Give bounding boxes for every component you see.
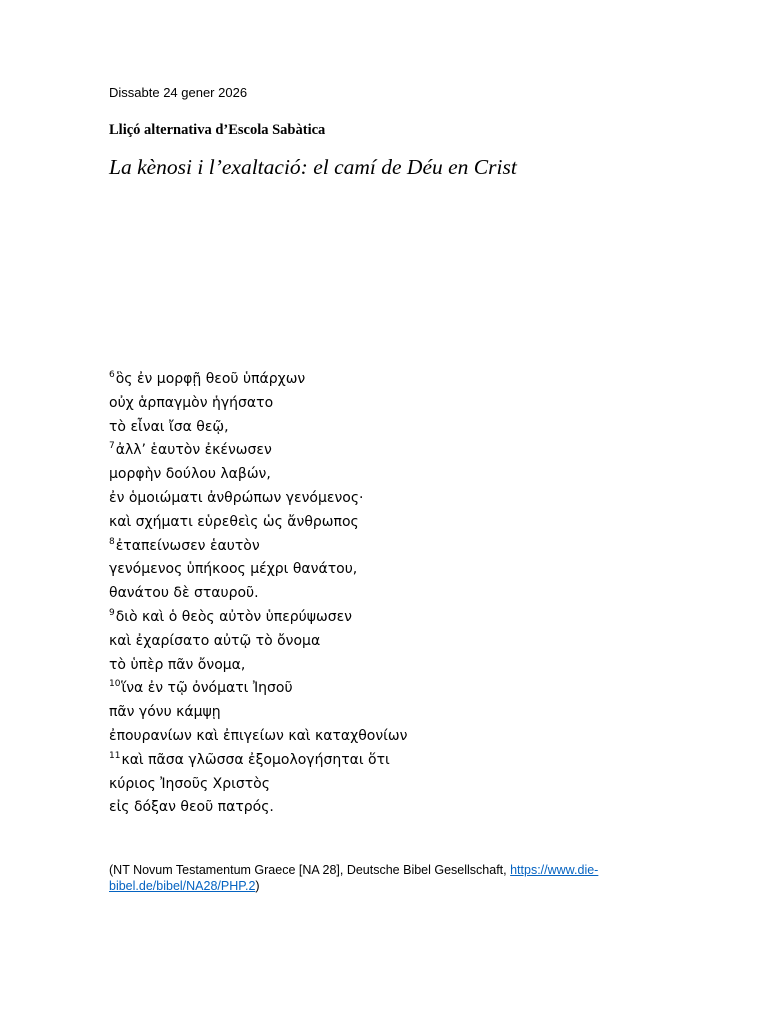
verse-number: 8	[109, 536, 115, 547]
verse-line	[109, 535, 407, 559]
verse-number: 7	[109, 441, 115, 452]
verse-text: καὶ σχήματι εὑρεθεὶς ὡς ἄνθρωπος	[109, 513, 359, 530]
verse-text: ἐπουρανίων καὶ ἐπιγείων καὶ καταχθονίων	[109, 727, 408, 744]
verse-text: ἵνα ἐν τῷ ὀνόματι Ἰησοῦ	[121, 680, 293, 697]
verse-number: 9	[109, 607, 115, 618]
verse-number: 10	[109, 679, 121, 690]
verse-text: διὸ καὶ ὁ θεὸς αὐτὸν ὑπερύψωσεν	[115, 608, 352, 625]
lesson-title: La kènosi i l’exaltació: el camí de Déu en Crist	[109, 155, 517, 179]
verse-line	[109, 654, 407, 678]
verse-line	[109, 558, 407, 582]
verse-line	[109, 630, 407, 654]
verse-text: μορφὴν δούλου λαβών,	[109, 466, 271, 483]
verse-line	[109, 582, 407, 606]
verse-line	[109, 725, 407, 749]
verse-line	[109, 416, 407, 440]
source-citation	[109, 862, 649, 894]
verse-text: ἐταπείνωσεν ἑαυτὸν	[115, 537, 260, 554]
verse-line	[109, 368, 407, 392]
verse-text: κύριος Ἰησοῦς Χριστὸς	[109, 775, 270, 792]
verse-line	[109, 701, 407, 725]
verse-text: εἰς δόξαν θεοῦ πατρός.	[109, 799, 274, 816]
verse-text: οὐχ ἁρπαγμὸν ἡγήσατο	[109, 394, 274, 411]
verse-number: 11	[109, 750, 121, 761]
document-date: Dissabte 24 gener 2026	[109, 85, 248, 100]
verse-line	[109, 463, 407, 487]
citation-text: (NT Novum Testamentum Graece [NA 28], Deutsche Bibel Gesellschaft,	[109, 863, 511, 877]
verse-number: 6	[109, 370, 115, 380]
greek-text-philippians	[109, 368, 407, 820]
verse-text: ὃς ἐν μορφῇ θεοῦ ὑπάρχων	[115, 371, 306, 387]
verse-text: τὸ ὑπὲρ πᾶν ὄνομα,	[109, 656, 246, 673]
verse-line	[109, 773, 407, 797]
lesson-series-heading: Lliçó alternativa d’Escola Sabàtica	[109, 122, 326, 138]
verse-text: γενόμενος ὑπήκοος μέχρι θανάτου,	[109, 561, 358, 578]
verse-text: ἐν ὁμοιώματι ἀνθρώπων γενόμενος·	[109, 489, 364, 506]
verse-line	[109, 487, 407, 511]
verse-line	[109, 677, 407, 701]
verse-line	[109, 511, 407, 535]
verse-text: πᾶν γόνυ κάμψῃ	[109, 704, 221, 721]
verse-line	[109, 606, 407, 630]
verse-line	[109, 392, 407, 416]
citation-link[interactable]: https://www.die-bibel.de/bibel/NA28/PHP.2	[109, 863, 599, 893]
verse-text: ἀλλ’ ἑαυτὸν ἐκένωσεν	[115, 442, 272, 459]
citation-close: )	[255, 879, 260, 893]
verse-line	[109, 439, 407, 463]
verse-line	[109, 749, 407, 773]
verse-text: καὶ πᾶσα γλῶσσα ἐξομολογήσηται ὅτι	[121, 751, 390, 768]
verse-text: τὸ εἶναι ἴσα θεῷ,	[109, 418, 229, 435]
verse-line	[109, 796, 407, 820]
verse-text: θανάτου δὲ σταυροῦ.	[109, 585, 259, 602]
verse-text: καὶ ἐχαρίσατο αὐτῷ τὸ ὄνομα	[109, 632, 321, 649]
